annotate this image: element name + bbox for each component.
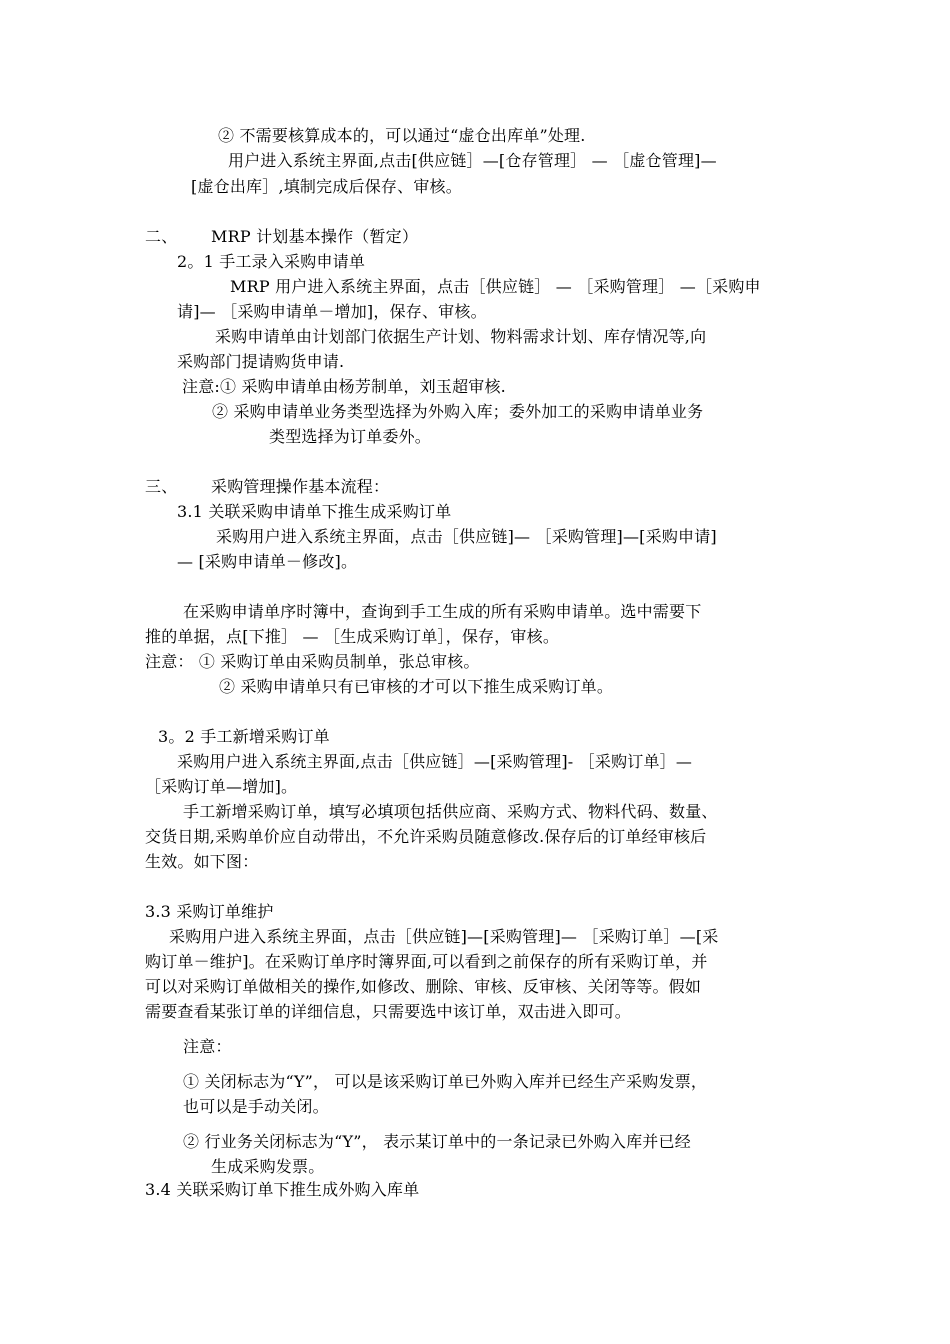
text-line: 需要查看某张订单的详细信息，只需要选中该订单，双击进入即可。 xyxy=(145,1002,632,1021)
text-line: 购订单－维护]。在采购订单序时簿界面,可以看到之前保存的所有采购订单，并 xyxy=(145,952,708,971)
note-label: 注意： xyxy=(183,1037,232,1056)
section-heading: 采购管理操作基本流程： xyxy=(211,477,390,496)
text-line: 用户进入系统主界面,点击[供应链］—[仓存管理］ — ［虚仓管理]— xyxy=(228,151,717,170)
text-line: 采购用户进入系统主界面，点击［供应链]— ［采购管理]—[采购申请] xyxy=(216,527,717,546)
subsection-heading: 3。2 手工新增采购订单 xyxy=(158,727,330,746)
note-line: ② 采购申请单只有已审核的才可以下推生成采购订单。 xyxy=(219,677,614,696)
section-number: 二、 xyxy=(145,227,178,246)
note-line: 类型选择为订单委外。 xyxy=(269,427,432,446)
text-line: 采购用户进入系统主界面，点击［供应链]—[采购管理]— ［采购订单］—[采 xyxy=(169,927,719,946)
note-line: 注意:① 采购申请单由杨芳制单，刘玉超审核. xyxy=(182,377,506,396)
section-number: 三、 xyxy=(145,477,178,496)
note-line: ① 关闭标志为“Y”， 可以是该采购订单已外购入库并已经生产采购发票， xyxy=(183,1072,708,1091)
note-line: ② 行业务关闭标志为“Y”， 表示某订单中的一条记录已外购入库并已经 xyxy=(183,1132,691,1151)
text-line: MRP 用户进入系统主界面，点击［供应链］ — ［采购管理］ —［采购申 xyxy=(230,277,761,296)
text-line: 采购用户进入系统主界面,点击［供应链］—[采购管理]- ［采购订单］— xyxy=(177,752,693,771)
note-line: 生成采购发票。 xyxy=(211,1157,325,1176)
text-line: 可以对采购订单做相关的操作,如修改、删除、审核、反审核、关闭等等。假如 xyxy=(145,977,702,996)
section-heading: MRP 计划基本操作（暂定） xyxy=(211,227,419,246)
subsection-heading: 3.4 关联采购订单下推生成外购入库单 xyxy=(145,1180,420,1199)
subsection-heading: 3.1 关联采购申请单下推生成采购订单 xyxy=(177,502,452,521)
text-line: 在采购申请单序时簿中，查询到手工生成的所有采购申请单。选中需要下 xyxy=(183,602,702,621)
text-line: 请]— ［采购申请单－增加]，保存、审核。 xyxy=(177,302,487,321)
note-line: ② 采购申请单业务类型选择为外购入库；委外加工的采购申请单业务 xyxy=(212,402,704,421)
text-line: ［采购订单—增加]。 xyxy=(145,777,298,796)
subsection-heading: 2。1 手工录入采购申请单 xyxy=(177,252,366,271)
text-line: 生效。如下图： xyxy=(145,852,259,871)
text-line: ② 不需要核算成本的，可以通过“虚仓出库单”处理. xyxy=(218,126,586,145)
text-line: 交货日期,采购单价应自动带出，不允许采购员随意修改.保存后的订单经审核后 xyxy=(145,827,707,846)
subsection-heading: 3.3 采购订单维护 xyxy=(145,902,274,921)
note-line: 注意： ① 采购订单由采购员制单，张总审核。 xyxy=(145,652,480,671)
text-line: — [采购申请单－修改]。 xyxy=(177,552,358,571)
note-line: 也可以是手动关闭。 xyxy=(183,1097,329,1116)
text-line: 采购申请单由计划部门依据生产计划、物料需求计划、库存情况等,向 xyxy=(215,327,707,346)
text-line: [虚仓出库］,填制完成后保存、审核。 xyxy=(191,177,462,196)
text-line: 采购部门提请购货申请. xyxy=(177,352,345,371)
text-line: 推的单据，点[下推］ — ［生成采购订单］，保存，审核。 xyxy=(145,627,560,646)
text-line: 手工新增采购订单，填写必填项包括供应商、采购方式、物料代码、数量、 xyxy=(183,802,718,821)
